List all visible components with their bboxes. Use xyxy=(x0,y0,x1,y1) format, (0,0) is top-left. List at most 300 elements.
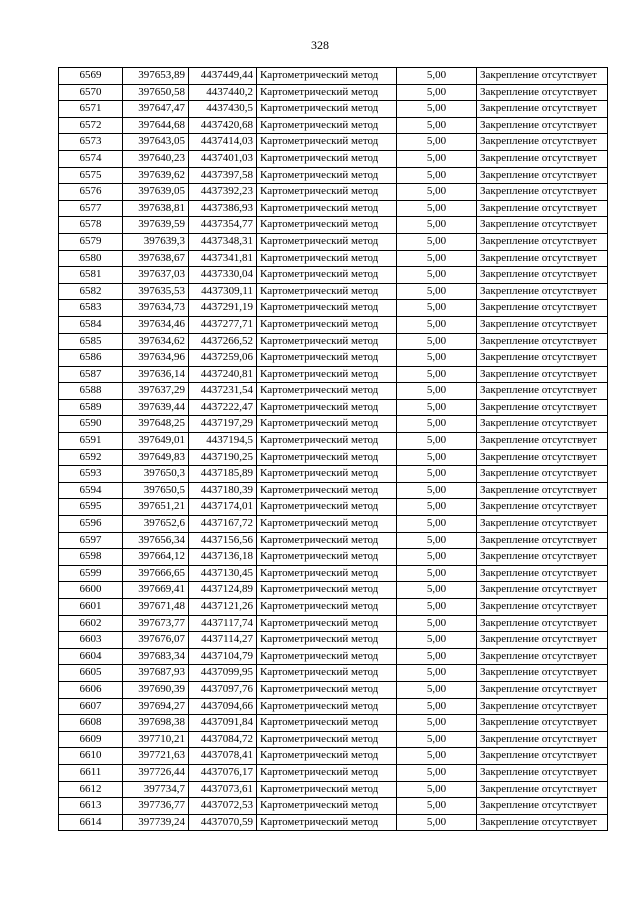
x-coordinate-cell: 397638,67 xyxy=(123,250,189,267)
point-number-cell: 6603 xyxy=(59,632,123,649)
accuracy-cell: 5,00 xyxy=(397,798,477,815)
point-number-cell: 6585 xyxy=(59,333,123,350)
x-coordinate-cell: 397639,44 xyxy=(123,399,189,416)
x-coordinate-cell: 397650,58 xyxy=(123,84,189,101)
table-row xyxy=(59,698,608,715)
accuracy-cell: 5,00 xyxy=(397,599,477,616)
x-coordinate-cell: 397637,29 xyxy=(123,383,189,400)
point-number-cell: 6580 xyxy=(59,250,123,267)
table-row xyxy=(59,350,608,367)
y-coordinate-cell: 4437094,66 xyxy=(189,698,257,715)
accuracy-cell: 5,00 xyxy=(397,433,477,450)
fixing-cell: Закрепление отсутствует xyxy=(477,582,608,599)
x-coordinate-cell: 397644,68 xyxy=(123,117,189,134)
method-cell: Картометрический метод xyxy=(257,416,397,433)
x-coordinate-cell: 397698,38 xyxy=(123,715,189,732)
table-row xyxy=(59,466,608,483)
y-coordinate-cell: 4437099,95 xyxy=(189,665,257,682)
accuracy-cell: 5,00 xyxy=(397,715,477,732)
table-row xyxy=(59,449,608,466)
x-coordinate-cell: 397634,96 xyxy=(123,350,189,367)
y-coordinate-cell: 4437136,18 xyxy=(189,549,257,566)
y-coordinate-cell: 4437414,03 xyxy=(189,134,257,151)
accuracy-cell: 5,00 xyxy=(397,350,477,367)
fixing-cell: Закрепление отсутствует xyxy=(477,300,608,317)
point-number-cell: 6587 xyxy=(59,366,123,383)
method-cell: Картометрический метод xyxy=(257,549,397,566)
accuracy-cell: 5,00 xyxy=(397,117,477,134)
fixing-cell: Закрепление отсутствует xyxy=(477,715,608,732)
point-number-cell: 6602 xyxy=(59,615,123,632)
accuracy-cell: 5,00 xyxy=(397,233,477,250)
method-cell: Картометрический метод xyxy=(257,781,397,798)
accuracy-cell: 5,00 xyxy=(397,698,477,715)
fixing-cell: Закрепление отсутствует xyxy=(477,499,608,516)
x-coordinate-cell: 397637,03 xyxy=(123,267,189,284)
method-cell: Картометрический метод xyxy=(257,333,397,350)
fixing-cell: Закрепление отсутствует xyxy=(477,615,608,632)
x-coordinate-cell: 397694,27 xyxy=(123,698,189,715)
accuracy-cell: 5,00 xyxy=(397,150,477,167)
accuracy-cell: 5,00 xyxy=(397,764,477,781)
method-cell: Картометрический метод xyxy=(257,798,397,815)
accuracy-cell: 5,00 xyxy=(397,300,477,317)
method-cell: Картометрический метод xyxy=(257,715,397,732)
method-cell: Картометрический метод xyxy=(257,184,397,201)
point-number-cell: 6591 xyxy=(59,433,123,450)
y-coordinate-cell: 4437392,23 xyxy=(189,184,257,201)
table-row xyxy=(59,383,608,400)
fixing-cell: Закрепление отсутствует xyxy=(477,731,608,748)
y-coordinate-cell: 4437190,25 xyxy=(189,449,257,466)
method-cell: Картометрический метод xyxy=(257,764,397,781)
table-row xyxy=(59,798,608,815)
x-coordinate-cell: 397726,44 xyxy=(123,764,189,781)
point-number-cell: 6576 xyxy=(59,184,123,201)
fixing-cell: Закрепление отсутствует xyxy=(477,134,608,151)
y-coordinate-cell: 4437097,76 xyxy=(189,681,257,698)
point-number-cell: 6572 xyxy=(59,117,123,134)
point-number-cell: 6595 xyxy=(59,499,123,516)
accuracy-cell: 5,00 xyxy=(397,101,477,118)
point-number-cell: 6575 xyxy=(59,167,123,184)
x-coordinate-cell: 397690,39 xyxy=(123,681,189,698)
method-cell: Картометрический метод xyxy=(257,68,397,85)
fixing-cell: Закрепление отсутствует xyxy=(477,549,608,566)
x-coordinate-cell: 397635,53 xyxy=(123,283,189,300)
y-coordinate-cell: 4437084,72 xyxy=(189,731,257,748)
table-row xyxy=(59,632,608,649)
method-cell: Картометрический метод xyxy=(257,316,397,333)
method-cell: Картометрический метод xyxy=(257,433,397,450)
accuracy-cell: 5,00 xyxy=(397,250,477,267)
table-row xyxy=(59,532,608,549)
y-coordinate-cell: 4437197,29 xyxy=(189,416,257,433)
x-coordinate-cell: 397638,81 xyxy=(123,200,189,217)
y-coordinate-cell: 4437440,2 xyxy=(189,84,257,101)
table-row xyxy=(59,134,608,151)
accuracy-cell: 5,00 xyxy=(397,582,477,599)
method-cell: Картометрический метод xyxy=(257,599,397,616)
y-coordinate-cell: 4437185,89 xyxy=(189,466,257,483)
accuracy-cell: 5,00 xyxy=(397,399,477,416)
method-cell: Картометрический метод xyxy=(257,399,397,416)
point-number-cell: 6581 xyxy=(59,267,123,284)
point-number-cell: 6579 xyxy=(59,233,123,250)
y-coordinate-cell: 4437180,39 xyxy=(189,482,257,499)
fixing-cell: Закрепление отсутствует xyxy=(477,316,608,333)
table-row xyxy=(59,167,608,184)
y-coordinate-cell: 4437076,17 xyxy=(189,764,257,781)
point-number-cell: 6583 xyxy=(59,300,123,317)
y-coordinate-cell: 4437222,47 xyxy=(189,399,257,416)
fixing-cell: Закрепление отсутствует xyxy=(477,250,608,267)
x-coordinate-cell: 397639,59 xyxy=(123,217,189,234)
x-coordinate-cell: 397656,34 xyxy=(123,532,189,549)
table-row xyxy=(59,200,608,217)
x-coordinate-cell: 397634,46 xyxy=(123,316,189,333)
x-coordinate-cell: 397666,65 xyxy=(123,565,189,582)
fixing-cell: Закрепление отсутствует xyxy=(477,648,608,665)
accuracy-cell: 5,00 xyxy=(397,416,477,433)
method-cell: Картометрический метод xyxy=(257,350,397,367)
table-row xyxy=(59,300,608,317)
method-cell: Картометрический метод xyxy=(257,681,397,698)
point-number-cell: 6574 xyxy=(59,150,123,167)
accuracy-cell: 5,00 xyxy=(397,68,477,85)
method-cell: Картометрический метод xyxy=(257,200,397,217)
x-coordinate-cell: 397639,3 xyxy=(123,233,189,250)
y-coordinate-cell: 4437277,71 xyxy=(189,316,257,333)
method-cell: Картометрический метод xyxy=(257,150,397,167)
point-number-cell: 6593 xyxy=(59,466,123,483)
y-coordinate-cell: 4437194,5 xyxy=(189,433,257,450)
y-coordinate-cell: 4437259,06 xyxy=(189,350,257,367)
fixing-cell: Закрепление отсутствует xyxy=(477,350,608,367)
point-number-cell: 6571 xyxy=(59,101,123,118)
x-coordinate-cell: 397721,63 xyxy=(123,748,189,765)
fixing-cell: Закрепление отсутствует xyxy=(477,698,608,715)
point-number-cell: 6611 xyxy=(59,764,123,781)
accuracy-cell: 5,00 xyxy=(397,200,477,217)
table-row xyxy=(59,316,608,333)
accuracy-cell: 5,00 xyxy=(397,84,477,101)
table-row xyxy=(59,582,608,599)
x-coordinate-cell: 397640,23 xyxy=(123,150,189,167)
point-number-cell: 6596 xyxy=(59,516,123,533)
y-coordinate-cell: 4437386,93 xyxy=(189,200,257,217)
accuracy-cell: 5,00 xyxy=(397,333,477,350)
accuracy-cell: 5,00 xyxy=(397,681,477,698)
table-row xyxy=(59,482,608,499)
fixing-cell: Закрепление отсутствует xyxy=(477,416,608,433)
point-number-cell: 6599 xyxy=(59,565,123,582)
fixing-cell: Закрепление отсутствует xyxy=(477,267,608,284)
table-row xyxy=(59,599,608,616)
accuracy-cell: 5,00 xyxy=(397,532,477,549)
y-coordinate-cell: 4437117,74 xyxy=(189,615,257,632)
y-coordinate-cell: 4437354,77 xyxy=(189,217,257,234)
table-row xyxy=(59,715,608,732)
x-coordinate-cell: 397653,89 xyxy=(123,68,189,85)
x-coordinate-cell: 397650,3 xyxy=(123,466,189,483)
y-coordinate-cell: 4437240,81 xyxy=(189,366,257,383)
y-coordinate-cell: 4437291,19 xyxy=(189,300,257,317)
method-cell: Картометрический метод xyxy=(257,101,397,118)
table-row xyxy=(59,665,608,682)
x-coordinate-cell: 397639,62 xyxy=(123,167,189,184)
table-row xyxy=(59,366,608,383)
point-number-cell: 6589 xyxy=(59,399,123,416)
point-number-cell: 6604 xyxy=(59,648,123,665)
x-coordinate-cell: 397634,73 xyxy=(123,300,189,317)
y-coordinate-cell: 4437430,5 xyxy=(189,101,257,118)
table-row xyxy=(59,814,608,831)
method-cell: Картометрический метод xyxy=(257,84,397,101)
y-coordinate-cell: 4437348,31 xyxy=(189,233,257,250)
method-cell: Картометрический метод xyxy=(257,482,397,499)
fixing-cell: Закрепление отсутствует xyxy=(477,283,608,300)
point-number-cell: 6610 xyxy=(59,748,123,765)
y-coordinate-cell: 4437091,84 xyxy=(189,715,257,732)
table-row xyxy=(59,764,608,781)
x-coordinate-cell: 397648,25 xyxy=(123,416,189,433)
x-coordinate-cell: 397664,12 xyxy=(123,549,189,566)
y-coordinate-cell: 4437156,56 xyxy=(189,532,257,549)
point-number-cell: 6601 xyxy=(59,599,123,616)
fixing-cell: Закрепление отсутствует xyxy=(477,764,608,781)
accuracy-cell: 5,00 xyxy=(397,184,477,201)
accuracy-cell: 5,00 xyxy=(397,449,477,466)
y-coordinate-cell: 4437078,41 xyxy=(189,748,257,765)
point-number-cell: 6613 xyxy=(59,798,123,815)
method-cell: Картометрический метод xyxy=(257,648,397,665)
method-cell: Картометрический метод xyxy=(257,565,397,582)
point-number-cell: 6606 xyxy=(59,681,123,698)
point-number-cell: 6582 xyxy=(59,283,123,300)
method-cell: Картометрический метод xyxy=(257,632,397,649)
fixing-cell: Закрепление отсутствует xyxy=(477,665,608,682)
x-coordinate-cell: 397652,6 xyxy=(123,516,189,533)
accuracy-cell: 5,00 xyxy=(397,167,477,184)
method-cell: Картометрический метод xyxy=(257,731,397,748)
x-coordinate-cell: 397671,48 xyxy=(123,599,189,616)
method-cell: Картометрический метод xyxy=(257,748,397,765)
x-coordinate-cell: 397636,14 xyxy=(123,366,189,383)
fixing-cell: Закрепление отсутствует xyxy=(477,84,608,101)
y-coordinate-cell: 4437341,81 xyxy=(189,250,257,267)
x-coordinate-cell: 397739,24 xyxy=(123,814,189,831)
x-coordinate-cell: 397634,62 xyxy=(123,333,189,350)
point-number-cell: 6598 xyxy=(59,549,123,566)
fixing-cell: Закрепление отсутствует xyxy=(477,482,608,499)
x-coordinate-cell: 397639,05 xyxy=(123,184,189,201)
method-cell: Картометрический метод xyxy=(257,283,397,300)
method-cell: Картометрический метод xyxy=(257,665,397,682)
point-number-cell: 6614 xyxy=(59,814,123,831)
x-coordinate-cell: 397687,93 xyxy=(123,665,189,682)
x-coordinate-cell: 397649,01 xyxy=(123,433,189,450)
fixing-cell: Закрепление отсутствует xyxy=(477,781,608,798)
fixing-cell: Закрепление отсутствует xyxy=(477,516,608,533)
y-coordinate-cell: 4437401,03 xyxy=(189,150,257,167)
method-cell: Картометрический метод xyxy=(257,466,397,483)
table-row xyxy=(59,84,608,101)
fixing-cell: Закрепление отсутствует xyxy=(477,68,608,85)
x-coordinate-cell: 397651,21 xyxy=(123,499,189,516)
fixing-cell: Закрепление отсутствует xyxy=(477,532,608,549)
coordinates-table xyxy=(58,67,608,831)
fixing-cell: Закрепление отсутствует xyxy=(477,433,608,450)
x-coordinate-cell: 397734,7 xyxy=(123,781,189,798)
y-coordinate-cell: 4437114,27 xyxy=(189,632,257,649)
table-row xyxy=(59,648,608,665)
method-cell: Картометрический метод xyxy=(257,383,397,400)
fixing-cell: Закрепление отсутствует xyxy=(477,333,608,350)
table-row xyxy=(59,68,608,85)
point-number-cell: 6608 xyxy=(59,715,123,732)
x-coordinate-cell: 397736,77 xyxy=(123,798,189,815)
point-number-cell: 6569 xyxy=(59,68,123,85)
accuracy-cell: 5,00 xyxy=(397,814,477,831)
accuracy-cell: 5,00 xyxy=(397,366,477,383)
accuracy-cell: 5,00 xyxy=(397,482,477,499)
point-number-cell: 6609 xyxy=(59,731,123,748)
method-cell: Картометрический метод xyxy=(257,516,397,533)
table-row xyxy=(59,283,608,300)
accuracy-cell: 5,00 xyxy=(397,648,477,665)
table-row xyxy=(59,781,608,798)
y-coordinate-cell: 4437449,44 xyxy=(189,68,257,85)
x-coordinate-cell: 397649,83 xyxy=(123,449,189,466)
accuracy-cell: 5,00 xyxy=(397,283,477,300)
fixing-cell: Закрепление отсутствует xyxy=(477,748,608,765)
x-coordinate-cell: 397647,47 xyxy=(123,101,189,118)
x-coordinate-cell: 397673,77 xyxy=(123,615,189,632)
y-coordinate-cell: 4437231,54 xyxy=(189,383,257,400)
fixing-cell: Закрепление отсутствует xyxy=(477,383,608,400)
table-row xyxy=(59,416,608,433)
method-cell: Картометрический метод xyxy=(257,698,397,715)
accuracy-cell: 5,00 xyxy=(397,565,477,582)
fixing-cell: Закрепление отсутствует xyxy=(477,101,608,118)
y-coordinate-cell: 4437070,59 xyxy=(189,814,257,831)
fixing-cell: Закрепление отсутствует xyxy=(477,200,608,217)
y-coordinate-cell: 4437309,11 xyxy=(189,283,257,300)
accuracy-cell: 5,00 xyxy=(397,615,477,632)
coordinates-table-body xyxy=(59,68,608,831)
fixing-cell: Закрепление отсутствует xyxy=(477,217,608,234)
method-cell: Картометрический метод xyxy=(257,267,397,284)
y-coordinate-cell: 4437397,58 xyxy=(189,167,257,184)
accuracy-cell: 5,00 xyxy=(397,781,477,798)
table-row xyxy=(59,117,608,134)
table-row xyxy=(59,184,608,201)
table-row xyxy=(59,615,608,632)
y-coordinate-cell: 4437266,52 xyxy=(189,333,257,350)
table-row xyxy=(59,399,608,416)
fixing-cell: Закрепление отсутствует xyxy=(477,565,608,582)
accuracy-cell: 5,00 xyxy=(397,549,477,566)
point-number-cell: 6577 xyxy=(59,200,123,217)
accuracy-cell: 5,00 xyxy=(397,731,477,748)
y-coordinate-cell: 4437073,61 xyxy=(189,781,257,798)
table-row xyxy=(59,217,608,234)
table-row xyxy=(59,499,608,516)
table-row xyxy=(59,681,608,698)
accuracy-cell: 5,00 xyxy=(397,316,477,333)
fixing-cell: Закрепление отсутствует xyxy=(477,449,608,466)
fixing-cell: Закрепление отсутствует xyxy=(477,632,608,649)
fixing-cell: Закрепление отсутствует xyxy=(477,150,608,167)
point-number-cell: 6600 xyxy=(59,582,123,599)
point-number-cell: 6605 xyxy=(59,665,123,682)
point-number-cell: 6594 xyxy=(59,482,123,499)
point-number-cell: 6570 xyxy=(59,84,123,101)
point-number-cell: 6590 xyxy=(59,416,123,433)
x-coordinate-cell: 397643,05 xyxy=(123,134,189,151)
fixing-cell: Закрепление отсутствует xyxy=(477,681,608,698)
method-cell: Картометрический метод xyxy=(257,499,397,516)
x-coordinate-cell: 397676,07 xyxy=(123,632,189,649)
method-cell: Картометрический метод xyxy=(257,167,397,184)
x-coordinate-cell: 397710,21 xyxy=(123,731,189,748)
method-cell: Картометрический метод xyxy=(257,233,397,250)
method-cell: Картометрический метод xyxy=(257,582,397,599)
table-row xyxy=(59,433,608,450)
point-number-cell: 6612 xyxy=(59,781,123,798)
y-coordinate-cell: 4437420,68 xyxy=(189,117,257,134)
accuracy-cell: 5,00 xyxy=(397,217,477,234)
fixing-cell: Закрепление отсутствует xyxy=(477,167,608,184)
fixing-cell: Закрепление отсутствует xyxy=(477,399,608,416)
table-row xyxy=(59,565,608,582)
method-cell: Картометрический метод xyxy=(257,449,397,466)
point-number-cell: 6586 xyxy=(59,350,123,367)
method-cell: Картометрический метод xyxy=(257,217,397,234)
fixing-cell: Закрепление отсутствует xyxy=(477,466,608,483)
y-coordinate-cell: 4437167,72 xyxy=(189,516,257,533)
table-row xyxy=(59,233,608,250)
fixing-cell: Закрепление отсутствует xyxy=(477,184,608,201)
method-cell: Картометрический метод xyxy=(257,117,397,134)
table-row xyxy=(59,150,608,167)
fixing-cell: Закрепление отсутствует xyxy=(477,117,608,134)
accuracy-cell: 5,00 xyxy=(397,516,477,533)
table-row xyxy=(59,250,608,267)
table-row xyxy=(59,267,608,284)
y-coordinate-cell: 4437072,53 xyxy=(189,798,257,815)
point-number-cell: 6588 xyxy=(59,383,123,400)
page-number: 328 xyxy=(311,38,329,52)
accuracy-cell: 5,00 xyxy=(397,466,477,483)
fixing-cell: Закрепление отсутствует xyxy=(477,798,608,815)
method-cell: Картометрический метод xyxy=(257,615,397,632)
fixing-cell: Закрепление отсутствует xyxy=(477,366,608,383)
accuracy-cell: 5,00 xyxy=(397,383,477,400)
table-row xyxy=(59,549,608,566)
fixing-cell: Закрепление отсутствует xyxy=(477,599,608,616)
method-cell: Картометрический метод xyxy=(257,250,397,267)
accuracy-cell: 5,00 xyxy=(397,632,477,649)
accuracy-cell: 5,00 xyxy=(397,665,477,682)
fixing-cell: Закрепление отсутствует xyxy=(477,814,608,831)
table-row xyxy=(59,516,608,533)
table-row xyxy=(59,748,608,765)
method-cell: Картометрический метод xyxy=(257,300,397,317)
point-number-cell: 6597 xyxy=(59,532,123,549)
y-coordinate-cell: 4437130,45 xyxy=(189,565,257,582)
